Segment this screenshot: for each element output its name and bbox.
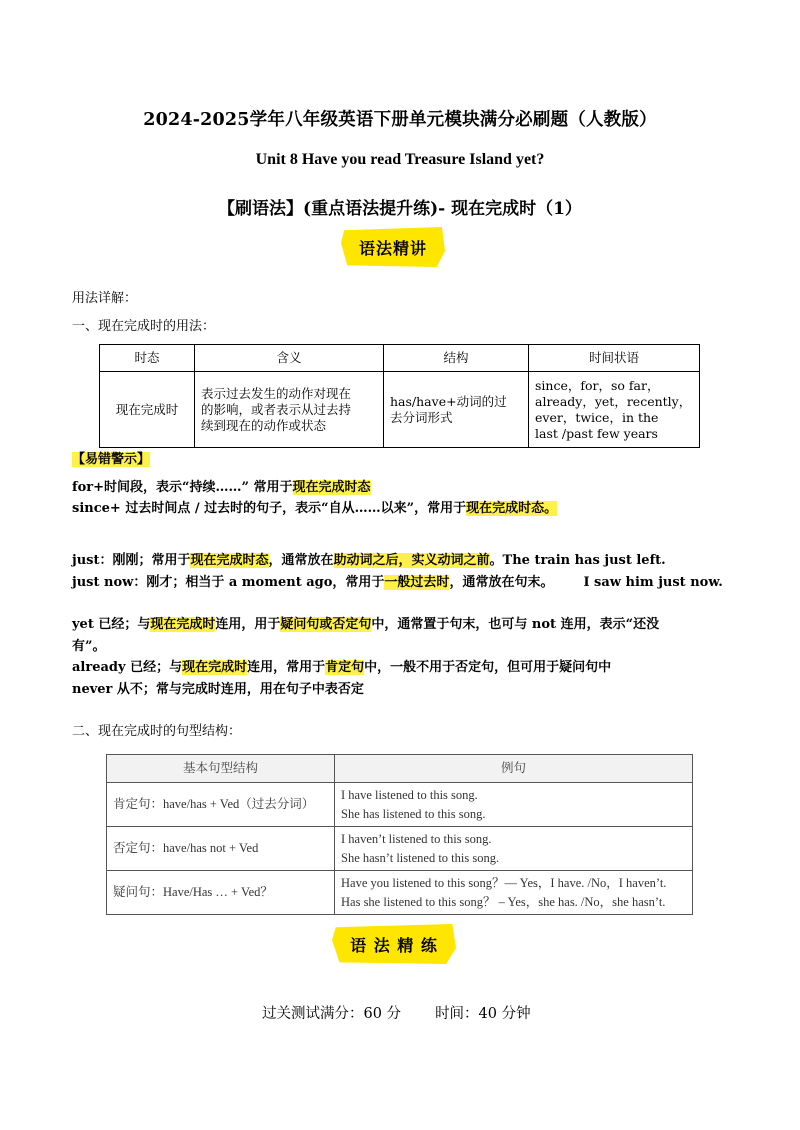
highlight: 疑问句或否定句	[280, 617, 372, 632]
warning-label: 【易错警示】	[72, 452, 151, 467]
meaning-line: 表示过去发生的动作对现在	[201, 385, 352, 401]
example-line: She hasn’t listened to this song.	[341, 850, 500, 865]
note-text: ，通常放在	[268, 553, 334, 568]
structure-line: has/have+动词的过	[390, 393, 507, 409]
grammar-lecture-banner	[341, 227, 445, 267]
header-example: 例句	[335, 755, 693, 783]
example-line: I have listened to this song.	[341, 787, 478, 802]
unit-title: Unit 8 Have you read Treasure Island yet?	[255, 151, 545, 168]
header-structure: 结构	[384, 345, 529, 372]
adverbial-line: last /past few years	[535, 425, 658, 441]
pattern-cell: 肯定句：have/has + Ved（过去分词）	[107, 783, 335, 827]
adverbial-line: since，for，so far，	[535, 377, 660, 393]
meaning-line: 续到现在的动作或状态	[201, 417, 327, 433]
note-already	[72, 659, 611, 677]
highlight: 现在完成时	[150, 617, 216, 632]
time-limit: 时间：40 分钟	[435, 1006, 531, 1022]
note-since	[72, 500, 557, 518]
note-text: for+时间段，表示“持续……” 常用于	[72, 480, 293, 495]
test-info	[262, 1002, 531, 1023]
note-just-now	[72, 574, 723, 592]
header-tense: 时态	[100, 345, 195, 372]
section-subtitle: 【刷语法】(重点语法提升练)- 现在完成时（1）	[218, 199, 582, 219]
cell-meaning	[195, 372, 384, 448]
example-line: She has listened to this song.	[341, 806, 486, 821]
note-text: since+ 过去时间点 / 过去时的句子，表示“自从……以来”，常用于	[72, 501, 467, 516]
cell-adverbials	[529, 372, 700, 448]
example-line: Has she listened to this song？ – Yes，she has. /No，she hasn’t.	[341, 894, 666, 909]
note-text: already 已经；与	[72, 660, 183, 675]
table-row	[100, 372, 700, 448]
adverbial-line: ever，twice，in the	[535, 409, 659, 425]
highlight: 现在完成时态。	[466, 501, 558, 516]
table-row	[107, 871, 693, 915]
note-yet	[72, 616, 659, 634]
section-one-heading: 一、现在完成时的用法：	[72, 319, 216, 334]
highlight: 助动词之后，实义动词之前	[333, 553, 490, 568]
table-row	[107, 783, 693, 827]
note-for	[72, 479, 371, 497]
structure-line: 去分词形式	[390, 409, 453, 425]
highlight: 现在完成时态	[190, 553, 269, 568]
example-cell	[335, 783, 693, 827]
pattern-cell: 疑问句：Have/Has … + Ved？	[107, 871, 335, 915]
structure-header-row	[107, 755, 693, 783]
example-cell	[335, 827, 693, 871]
note-text: just now：刚才；相当于 a moment ago，常用于	[72, 575, 385, 590]
header-adverbials: 时间状语	[529, 345, 700, 372]
note-text: 。The train has just left.	[489, 553, 666, 568]
document-title: 2024-2025学年八年级英语下册单元模块满分必刷题（人教版）	[143, 110, 657, 130]
note-text: yet 已经；与	[72, 617, 151, 632]
meaning-line: 的影响，或者表示从过去持	[201, 401, 352, 417]
example-line: I haven’t listened to this song.	[341, 831, 492, 846]
table-row	[107, 827, 693, 871]
header-pattern: 基本句型结构	[107, 755, 335, 783]
banner-label: 语 法 精 练	[350, 936, 438, 955]
usage-table	[99, 344, 700, 448]
highlight: 肯定句	[325, 660, 365, 675]
note-text: just：刚刚；常用于	[72, 553, 191, 568]
example-line: Have you listened to this song？— Yes，I have. /No，I haven’t.	[341, 875, 667, 890]
section-two-heading: 二、现在完成时的句型结构：	[72, 724, 242, 739]
highlight: 现在完成时态	[292, 480, 371, 495]
note-text: 中，通常置于句末，也可与 not 连用，表示“还没	[371, 617, 660, 632]
note-text: 连用，常用于	[247, 660, 326, 675]
banner-label: 语法精讲	[358, 239, 427, 258]
note-text: 中，一般不用于否定句，但可用于疑问句中	[364, 660, 612, 675]
example-cell	[335, 871, 693, 915]
note-text: I saw him just now.	[583, 575, 723, 590]
usage-heading: 用法详解：	[72, 291, 138, 306]
note-yet-cont: 有”。	[72, 639, 106, 654]
table-header-row	[100, 345, 700, 372]
grammar-practice-banner	[332, 924, 456, 964]
cell-structure	[384, 372, 529, 448]
note-just	[72, 552, 666, 570]
note-never: never 从不；常与完成时连用，用在句子中表否定	[72, 682, 364, 697]
pattern-cell: 否定句：have/has not + Ved	[107, 827, 335, 871]
full-score: 过关测试满分：60 分	[262, 1006, 402, 1022]
cell-tense: 现在完成时	[100, 372, 195, 448]
adverbial-line: already，yet，recently，	[535, 393, 692, 409]
highlight: 现在完成时	[182, 660, 248, 675]
header-meaning: 含义	[195, 345, 384, 372]
note-text: ，通常放在句末。	[449, 575, 554, 590]
structure-table	[106, 754, 693, 915]
note-text: 连用，用于	[215, 617, 281, 632]
highlight: 一般过去时	[384, 575, 450, 590]
